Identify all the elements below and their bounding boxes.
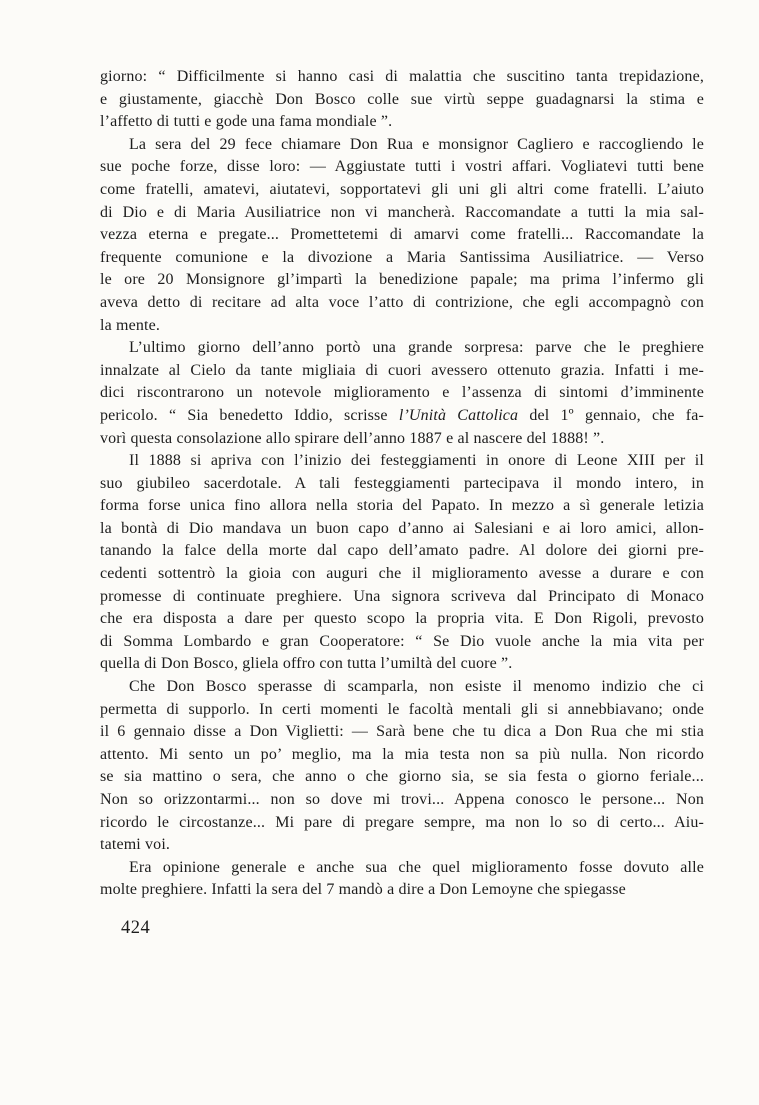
text-line bbox=[100, 676, 704, 699]
text-line bbox=[100, 473, 704, 496]
paragraph bbox=[100, 66, 704, 134]
text-line bbox=[100, 586, 704, 609]
text-line bbox=[100, 360, 704, 383]
text-line bbox=[100, 337, 704, 360]
text-segment: vezza eterna e pregate... Promettetemi di amarvi come fratelli... Raccomandate la bbox=[100, 226, 704, 244]
text-line bbox=[100, 721, 704, 744]
page-number: 424 bbox=[121, 918, 151, 938]
text-line bbox=[100, 89, 704, 112]
text-segment: aveva detto di recitare ad alta voce l’atto di contrizione, che egli accompagnò con bbox=[100, 293, 704, 311]
text-line bbox=[100, 224, 704, 247]
text-line bbox=[100, 269, 704, 292]
text-segment: e giustamente, giacchè Don Bosco colle sue virtù seppe guadagnarsi la stima e bbox=[100, 90, 704, 108]
paragraph bbox=[100, 134, 704, 337]
text-segment: suo giubileo sacerdotale. A tali festeggiamenti partecipava il mondo intero, in bbox=[100, 474, 704, 492]
text-segment: l’affetto di tutti e gode una fama mondiale ”. bbox=[100, 113, 393, 131]
text-segment: di Dio e di Maria Ausiliatrice non vi mancherà. Raccomandate a tutti la mia sal- bbox=[100, 203, 704, 221]
text-segment: sue poche forze, disse loro: — Aggiustate tutti i vostri affari. Vogliatevi tutti bene bbox=[100, 158, 704, 176]
text-line bbox=[100, 879, 704, 902]
text-line bbox=[100, 631, 704, 654]
text-line bbox=[100, 315, 704, 338]
italic-text: l’Unità Cattolica bbox=[398, 406, 519, 424]
text-segment: che era disposta a dare per questo scopo la propria vita. E Don Rigoli, prevosto bbox=[100, 610, 704, 628]
text-segment: La sera del 29 fece chiamare Don Rua e monsignor Cagliero e raccogliendo le bbox=[129, 135, 704, 153]
text-segment: Il 1888 si apriva con l’inizio dei festeggiamenti in onore di Leone XIII per il bbox=[129, 452, 704, 470]
text-line bbox=[100, 382, 704, 405]
text-line bbox=[100, 179, 704, 202]
text-line bbox=[100, 292, 704, 315]
text-segment: le ore 20 Monsignore gl’impartì la benedizione papale; ma prima l’infermo gli bbox=[100, 271, 704, 289]
text-segment: giorno: “ Difficilmente si hanno casi di malattia che suscitino tanta trepidazione, bbox=[100, 68, 704, 85]
text-segment: quella di Don Bosco, gliela offro con tutta l’umiltà del cuore ”. bbox=[100, 655, 513, 673]
text-segment: frequente comunione e la divozione a Maria Santissima Ausiliatrice. — Verso bbox=[100, 248, 704, 266]
text-segment: Non so orizzontarmi... non so dove mi trovi... Appena conosco le persone... Non bbox=[100, 791, 704, 808]
text-segment: cedenti sottentrò la gioia con auguri che il miglioramento avesse a durare e con bbox=[100, 565, 704, 583]
text-line bbox=[100, 156, 704, 179]
text-line bbox=[100, 111, 704, 134]
text-line bbox=[100, 699, 704, 722]
text-segment: Che Don Bosco sperasse di scamparla, non esiste il menomo indizio che ci bbox=[129, 678, 704, 696]
text-line bbox=[100, 495, 704, 518]
text-line bbox=[100, 563, 704, 586]
text-segment: di Somma Lombardo e gran Cooperatore: “ Se Dio vuole anche la mia vita per bbox=[100, 632, 704, 650]
text-line bbox=[100, 608, 704, 631]
text-line bbox=[100, 405, 704, 428]
text-line bbox=[100, 134, 704, 157]
text-segment: attento. Mi sento un po’ meglio, ma la mia testa non sa più nulla. Non ricordo bbox=[100, 745, 704, 763]
text-segment: pericolo. “ Sia benedetto Iddio, scrisse bbox=[100, 406, 399, 424]
text-line bbox=[100, 789, 704, 812]
text-line bbox=[100, 653, 704, 676]
text-segment: molte preghiere. Infatti la sera del 7 mandò a dire a Don Lemoyne che spiegasse bbox=[100, 881, 626, 899]
paragraph bbox=[100, 450, 704, 676]
text-segment: promesse di continuate preghiere. Una signora scriveva dal Principato di Monaco bbox=[100, 587, 704, 605]
paragraph bbox=[100, 337, 704, 450]
text-segment: del 1º gennaio, che fa- bbox=[518, 406, 705, 424]
text-segment: vorì questa consolazione allo spirare dell’anno 1887 e al nascere del 1888! ”. bbox=[100, 429, 605, 447]
text-segment: tanando la falce della morte dal capo dell’amato padre. Al dolore dei giorni pre- bbox=[100, 542, 704, 560]
text-line bbox=[100, 540, 704, 563]
text-segment: innalzate al Cielo da tante migliaia di cuori avessero ottenuto grazia. Infatti i me- bbox=[100, 361, 704, 379]
text-segment: la mente. bbox=[100, 316, 160, 334]
text-line bbox=[100, 857, 704, 880]
text-segment: Era opinione generale e anche sua che quel miglioramento fosse dovuto alle bbox=[129, 858, 704, 876]
text-line bbox=[100, 247, 704, 270]
text-segment: il 6 gennaio disse a Don Viglietti: — Sarà bene che tu dica a Don Rua che mi stia bbox=[100, 723, 704, 741]
text-segment: permetta di supporlo. In certi momenti le facoltà mentali gli si annebbiavano; onde bbox=[100, 700, 704, 718]
text-segment: come fratelli, amatevi, aiutatevi, sopportatevi gli uni gli altri come fratelli. L’aiuto bbox=[100, 180, 704, 198]
text-segment: dici riscontrarono un notevole miglioramento e l’assenza di sintomi d’imminente bbox=[100, 384, 704, 402]
text-segment: la bontà di Dio mandava un buon capo d’anno ai Salesiani e ai loro amici, allon- bbox=[100, 519, 704, 537]
paragraph bbox=[100, 857, 704, 902]
text-line bbox=[100, 766, 704, 789]
text-segment: tatemi voi. bbox=[100, 836, 171, 854]
text-line bbox=[100, 202, 704, 225]
text-segment: se sia mattino o sera, che anno o che giorno sia, se sia festa o giorno feriale... bbox=[100, 768, 704, 786]
text-line bbox=[100, 812, 704, 835]
text-line bbox=[100, 834, 704, 857]
paragraph bbox=[100, 676, 704, 857]
text-line bbox=[100, 428, 704, 451]
text-segment: L’ultimo giorno dell’anno portò una grande sorpresa: parve che le preghiere bbox=[129, 339, 704, 357]
text-block bbox=[100, 66, 704, 902]
text-line bbox=[100, 518, 704, 541]
text-line bbox=[100, 450, 704, 473]
text-line bbox=[100, 66, 704, 89]
text-line bbox=[100, 744, 704, 767]
text-segment: ricordo le circostanze... Mi pare di pregare sempre, ma non lo so di certo... Aiu- bbox=[100, 813, 704, 831]
text-segment: forma forse unica fino allora nella storia del Papato. In mezzo a sì generale letizia bbox=[100, 497, 704, 515]
